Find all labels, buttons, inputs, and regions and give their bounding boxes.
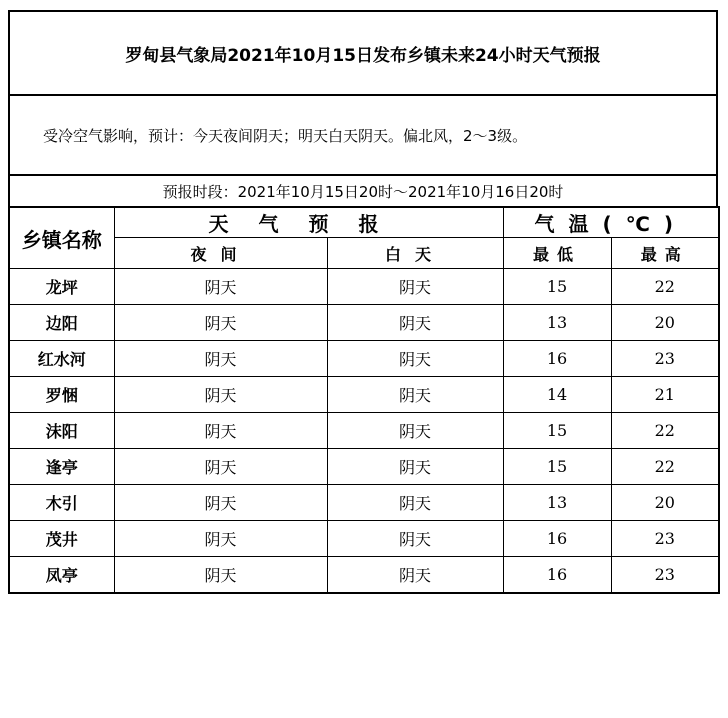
cell-night: 阴天	[114, 377, 327, 413]
cell-max: 23	[611, 341, 719, 377]
cell-max: 20	[611, 485, 719, 521]
cell-town: 沫阳	[9, 413, 114, 449]
table-row	[9, 485, 719, 521]
cell-max: 22	[611, 449, 719, 485]
cell-day: 阴天	[327, 377, 503, 413]
cell-day: 阴天	[327, 449, 503, 485]
cell-max: 23	[611, 521, 719, 557]
header-weather-group: 天气预报	[114, 207, 503, 238]
cell-min: 13	[503, 305, 611, 341]
cell-max: 23	[611, 557, 719, 594]
cell-day: 阴天	[327, 269, 503, 305]
cell-day: 阴天	[327, 341, 503, 377]
cell-night: 阴天	[114, 557, 327, 594]
cell-town: 凤亭	[9, 557, 114, 594]
header-max: 最高	[611, 238, 719, 269]
cell-town: 逢亭	[9, 449, 114, 485]
cell-min: 15	[503, 269, 611, 305]
cell-night: 阴天	[114, 269, 327, 305]
forecast-period: 预报时段：2021年10月15日20时～2021年10月16日20时	[8, 174, 718, 206]
cell-min: 16	[503, 341, 611, 377]
cell-town: 罗悃	[9, 377, 114, 413]
cell-night: 阴天	[114, 305, 327, 341]
cell-min: 13	[503, 485, 611, 521]
table-row	[9, 557, 719, 594]
cell-night: 阴天	[114, 521, 327, 557]
page-title: 罗甸县气象局2021年10月15日发布乡镇未来24小时天气预报	[8, 10, 718, 94]
table-row	[9, 521, 719, 557]
table-body	[9, 269, 719, 594]
cell-town: 边阳	[9, 305, 114, 341]
header-min: 最低	[503, 238, 611, 269]
cell-min: 14	[503, 377, 611, 413]
table-row	[9, 413, 719, 449]
cell-day: 阴天	[327, 557, 503, 594]
forecast-table	[8, 206, 720, 594]
table-row	[9, 305, 719, 341]
cell-day: 阴天	[327, 521, 503, 557]
header-night: 夜间	[114, 238, 327, 269]
cell-max: 22	[611, 269, 719, 305]
cell-day: 阴天	[327, 413, 503, 449]
cell-day: 阴天	[327, 305, 503, 341]
table-row	[9, 269, 719, 305]
cell-town: 龙坪	[9, 269, 114, 305]
cell-town: 茂井	[9, 521, 114, 557]
table-row	[9, 449, 719, 485]
header-town: 乡镇名称	[9, 207, 114, 269]
cell-max: 22	[611, 413, 719, 449]
cell-night: 阴天	[114, 485, 327, 521]
cell-max: 20	[611, 305, 719, 341]
cell-night: 阴天	[114, 341, 327, 377]
cell-night: 阴天	[114, 413, 327, 449]
cell-min: 15	[503, 413, 611, 449]
cell-town: 红水河	[9, 341, 114, 377]
forecast-sheet	[8, 10, 718, 594]
header-day: 白天	[327, 238, 503, 269]
table-row	[9, 377, 719, 413]
header-temp-group: 气温(℃)	[503, 207, 719, 238]
cell-town: 木引	[9, 485, 114, 521]
cell-night: 阴天	[114, 449, 327, 485]
cell-day: 阴天	[327, 485, 503, 521]
forecast-notice: 受冷空气影响，预计：今天夜间阴天；明天白天阴天。偏北风，2～3级。	[8, 94, 718, 174]
cell-min: 15	[503, 449, 611, 485]
cell-max: 21	[611, 377, 719, 413]
cell-min: 16	[503, 521, 611, 557]
cell-min: 16	[503, 557, 611, 594]
table-row	[9, 341, 719, 377]
